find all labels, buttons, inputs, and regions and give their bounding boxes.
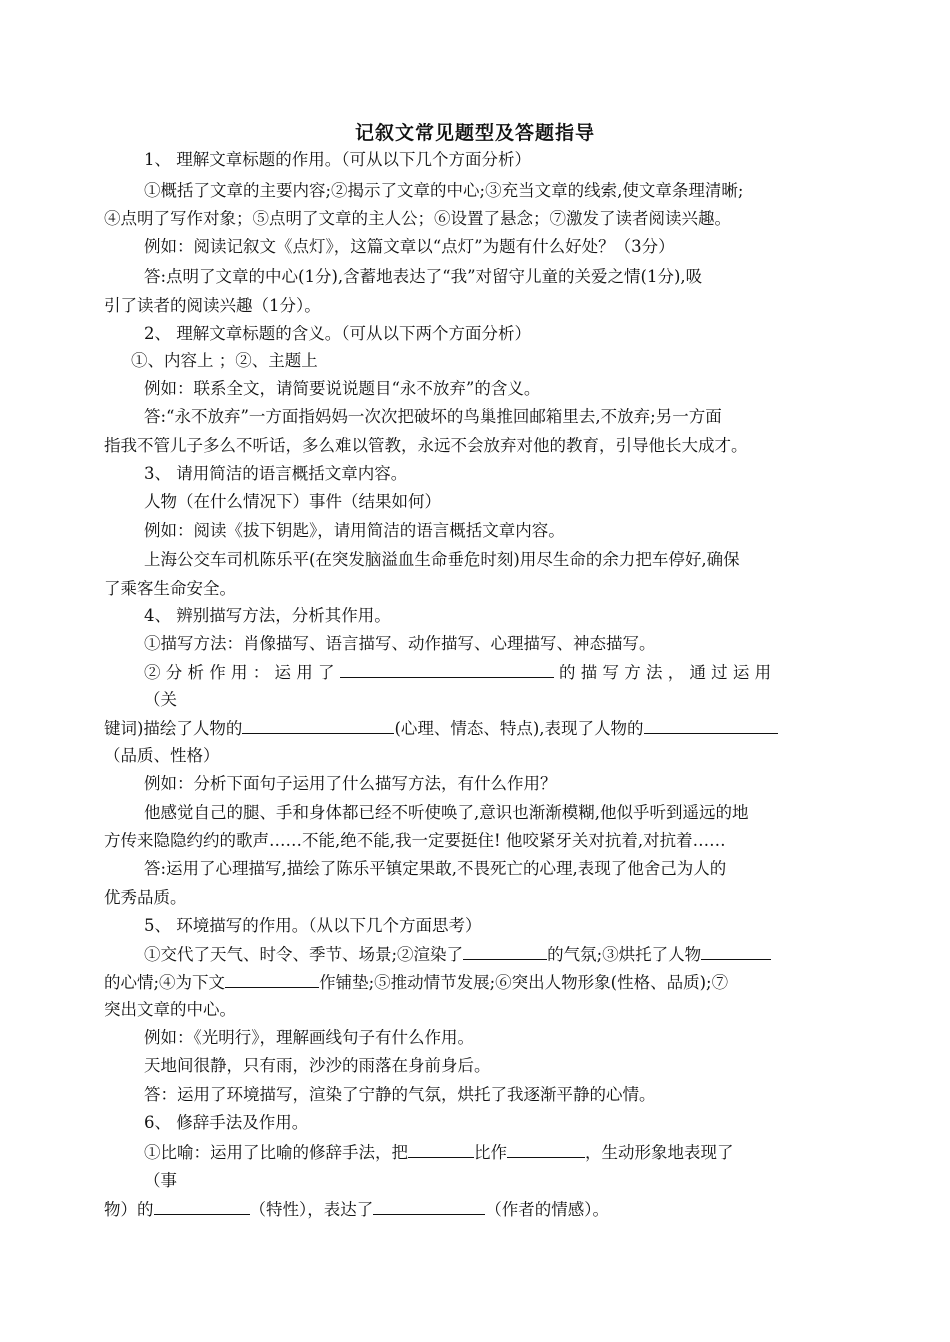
- answer-line: 答:点明了文章的中心(1分),含蓄地表达了“我”对留守儿童的关爱之情(1分),吸: [144, 267, 703, 286]
- paragraph: （事: [144, 1171, 177, 1190]
- answer-blank: [154, 1198, 250, 1215]
- text-segment: 键词)描绘了人物的: [104, 719, 243, 738]
- answer-blank: [373, 1198, 485, 1215]
- text-segment: (心理、情态、特点),表现了人物的: [394, 719, 644, 738]
- example-line: 例如：联系全文，请简要说说题目“永不放弃”的含义。: [144, 379, 541, 398]
- paragraph: （关: [144, 690, 177, 709]
- fill-in-line: [144, 661, 771, 684]
- text-segment: 的气氛;③烘托了人物: [547, 945, 702, 964]
- answer-blank: [340, 661, 554, 678]
- fill-in-line: [104, 1198, 609, 1221]
- answer-blank: [225, 971, 319, 988]
- paragraph: ①概括了文章的主要内容;②揭示了文章的中心;③充当文章的线索,使文章条理清晰;: [144, 181, 744, 200]
- text-segment: ①比喻：运用了比喻的修辞手法，把: [144, 1143, 408, 1162]
- quote-line: 方传来隐隐约约的歌声……不能,绝不能,我一定要挺住! 他咬紧牙关对抗着,对抗着……: [104, 831, 726, 850]
- section-6-heading: 6、 修辞手法及作用。: [144, 1113, 309, 1132]
- answer-line: 答：运用了环境描写，渲染了宁静的气氛，烘托了我逐渐平静的心情。: [144, 1085, 656, 1104]
- answer-line: 答:“永不放弃”一方面指妈妈一次次把破坏的鸟巢推回邮箱里去,不放弃;另一方面: [144, 407, 722, 426]
- section-5-heading: 5、 环境描写的作用。（从以下几个方面思考）: [144, 916, 482, 935]
- answer-blank: [408, 1141, 474, 1158]
- fill-in-line: [144, 1141, 734, 1164]
- example-line: 例如：《光明行》，理解画线句子有什么作用。: [144, 1028, 474, 1047]
- text-segment: 作铺垫;⑤推动情节发展;⑥突出人物形象(性格、品质);⑦: [319, 973, 729, 992]
- example-line: 例如：阅读记叙文《点灯》，这篇文章以“点灯”为题有什么好处？（3分）: [144, 237, 675, 256]
- answer-line: 引了读者的阅读兴趣（1分）。: [104, 296, 321, 315]
- answer-line: 上海公交车司机陈乐平(在突发脑溢血生命垂危时刻)用尽生命的余力把车停好,确保: [144, 550, 740, 569]
- document-title: 记叙文常见题型及答题指导: [354, 122, 595, 144]
- answer-line: 了乘客生命安全。: [104, 579, 236, 598]
- example-line: 例如：分析下面句子运用了什么描写方法，有什么作用？: [144, 774, 557, 793]
- answer-blank: [644, 717, 778, 734]
- fill-in-line: [104, 717, 778, 740]
- quote-line: 天地间很静，只有雨，沙沙的雨落在身前身后。: [144, 1056, 491, 1075]
- paragraph: ①、内容上 ；②、主题上: [131, 351, 318, 370]
- paragraph: 人物（在什么情况下）事件（结果如何）: [144, 492, 441, 511]
- section-4-heading: 4、 辨别描写方法，分析其作用。: [144, 606, 391, 625]
- answer-blank: [242, 717, 394, 734]
- fill-in-line: [104, 971, 728, 994]
- quote-line: 他感觉自己的腿、手和身体都已经不听使唤了,意识也渐渐模糊,他似乎听到遥远的地: [144, 803, 749, 822]
- text-segment: ，生动形象地表现了: [585, 1143, 734, 1162]
- paragraph: ④点明了写作对象；⑤点明了文章的主人公；⑥设置了悬念；⑦激发了读者阅读兴趣。: [104, 209, 731, 228]
- text-segment: ①交代了天气、时令、季节、场景;②渲染了: [144, 945, 464, 964]
- section-1-heading: 1、 理解文章标题的作用。（可从以下几个方面分析）: [144, 150, 531, 169]
- text-segment: ② 分 析 作 用 ： 运 用 了: [144, 663, 335, 682]
- section-2-heading: 2、 理解文章标题的含义。（可从以下两个方面分析）: [144, 324, 531, 343]
- answer-line: 答:运用了心理描写,描绘了陈乐平镇定果敢,不畏死亡的心理,表现了他舍己为人的: [144, 859, 727, 878]
- answer-line: 指我不管儿子多么不听话，多么难以管教，永远不会放弃对他的教育，引导他长大成才。: [104, 436, 748, 455]
- text-segment: 物）的: [104, 1200, 154, 1219]
- section-3-heading: 3、 请用简洁的语言概括文章内容。: [144, 464, 408, 483]
- text-segment: （特性），表达了: [249, 1200, 374, 1219]
- answer-line: 优秀品质。: [104, 888, 187, 907]
- paragraph: （品质、性格）: [104, 746, 220, 765]
- paragraph: 突出文章的中心。: [104, 1000, 236, 1019]
- text-segment: 的心情;④为下文: [104, 973, 226, 992]
- answer-blank: [507, 1141, 585, 1158]
- fill-in-line: [144, 943, 771, 966]
- answer-blank: [701, 943, 771, 960]
- example-line: 例如：阅读《拔下钥匙》，请用简洁的语言概括文章内容。: [144, 521, 565, 540]
- paragraph: ①描写方法：肖像描写、语言描写、动作描写、心理描写、神态描写。: [144, 634, 656, 653]
- text-segment: 的 描 写 方 法 ， 通 过 运 用: [558, 663, 772, 682]
- text-segment: 比作: [474, 1143, 507, 1162]
- answer-blank: [463, 943, 547, 960]
- text-segment: （作者的情感）。: [485, 1200, 609, 1219]
